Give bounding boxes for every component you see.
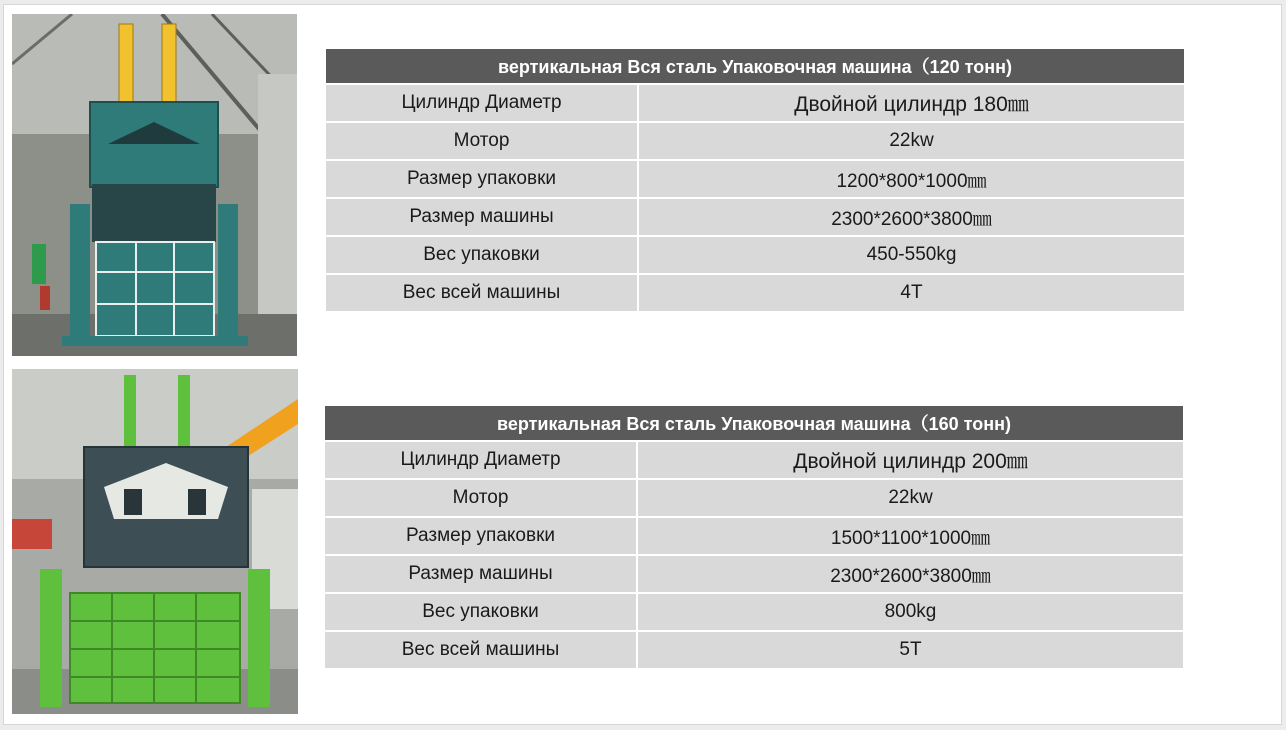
table-row bbox=[326, 275, 1184, 313]
row-label: Размер упаковки bbox=[325, 518, 638, 556]
row-value: 5T bbox=[638, 632, 1183, 670]
row-value: 1200*800*1000㎜ bbox=[639, 161, 1184, 199]
row-label: Мотор bbox=[325, 480, 638, 518]
table-row bbox=[325, 442, 1183, 480]
row-label: Цилиндр Диаметр bbox=[326, 85, 639, 123]
row-value: 450-550kg bbox=[639, 237, 1184, 275]
table-header-row bbox=[325, 406, 1183, 442]
table-row bbox=[325, 518, 1183, 556]
table-row bbox=[326, 161, 1184, 199]
row-value: 22kw bbox=[638, 480, 1183, 518]
row-value: Двойной цилиндр 180㎜ bbox=[639, 85, 1184, 123]
table-row bbox=[325, 632, 1183, 670]
spec-table-120t bbox=[326, 49, 1184, 313]
row-label: Цилиндр Диаметр bbox=[325, 442, 638, 480]
row-value: Двойной цилиндр 200㎜ bbox=[638, 442, 1183, 480]
row-label: Вес упаковки bbox=[326, 237, 639, 275]
row-label: Вес упаковки bbox=[325, 594, 638, 632]
table-header-row bbox=[326, 49, 1184, 85]
row-label: Размер упаковки bbox=[326, 161, 639, 199]
row-label: Вес всей машины bbox=[326, 275, 639, 313]
table-row bbox=[326, 199, 1184, 237]
table-row bbox=[325, 594, 1183, 632]
row-label: Размер машины bbox=[326, 199, 639, 237]
table-title: вертикальная Вся сталь Упаковочная машина（120 тонн) bbox=[326, 49, 1184, 85]
table-row bbox=[325, 556, 1183, 594]
table-row bbox=[325, 480, 1183, 518]
table-row bbox=[326, 123, 1184, 161]
row-label: Вес всей машины bbox=[325, 632, 638, 670]
row-value: 2300*2600*3800㎜ bbox=[638, 556, 1183, 594]
spec-table-160t bbox=[325, 406, 1183, 670]
row-value: 2300*2600*3800㎜ bbox=[639, 199, 1184, 237]
slide bbox=[3, 4, 1282, 725]
table-row bbox=[326, 237, 1184, 275]
row-label: Размер машины bbox=[325, 556, 638, 594]
table-title: вертикальная Вся сталь Упаковочная машина（160 тонн) bbox=[325, 406, 1183, 442]
row-value: 22kw bbox=[639, 123, 1184, 161]
green-vertical-baler-photo bbox=[12, 369, 298, 714]
table-row bbox=[326, 85, 1184, 123]
teal-vertical-baler-photo bbox=[12, 14, 297, 356]
row-value: 4T bbox=[639, 275, 1184, 313]
row-value: 800kg bbox=[638, 594, 1183, 632]
row-label: Мотор bbox=[326, 123, 639, 161]
row-value: 1500*1100*1000㎜ bbox=[638, 518, 1183, 556]
